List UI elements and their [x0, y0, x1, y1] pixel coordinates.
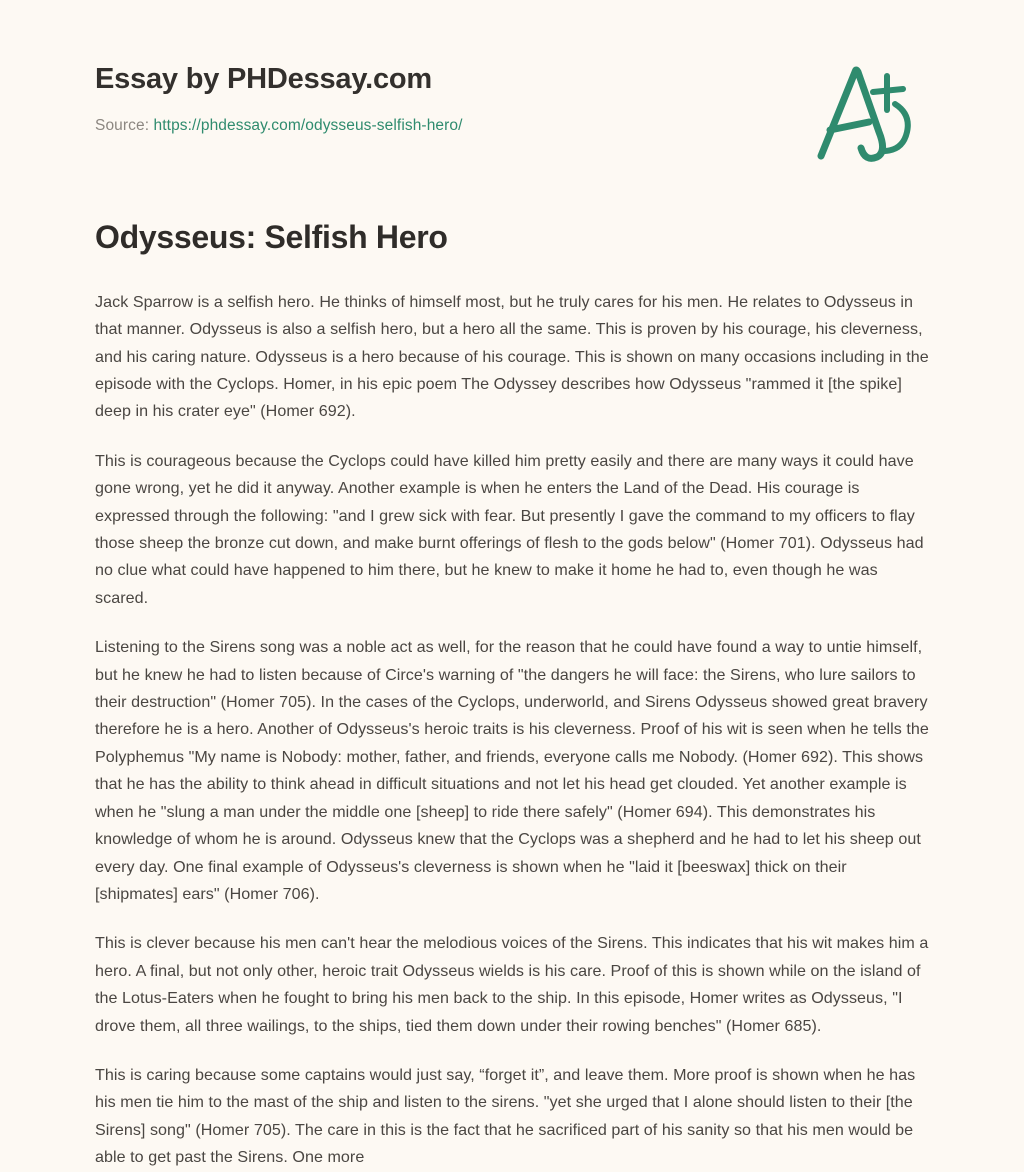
essay-paragraph: This is caring because some captains would just say, “forget it”, and leave them. More proof is shown when he has his men tie him to the mast of the ship and listen to the sirens. "yet she urged that I alone should listen to their [the Sirens] song" (Homer 705). The care in this is the fact that he sacrificed part of his sanity so that his men would be able to get past the Sirens. One more [95, 1065, 916, 1167]
essay-body [95, 257, 929, 1172]
a-plus-logo [809, 52, 929, 172]
essay-paragraph: Listening to the Sirens song was a noble act as well, for the reason that he could have found a way to untie himself, but he knew he had to listen because of Circe's warning of "the dangers he will face: the Sirens, who lure sailors to their destruction" (Homer 705). In the cases of the Cyclops, underworld, and Sirens Odysseus showed great bravery therefore he is a hero. Another of Odysseus's heroic traits is his cleverness. Proof of his wit is seen when he tells the Polyphemus "My name is Nobody: mother, father, and friends, everyone calls me Nobody. (Homer 692). This shows that he has the ability to think ahead in difficult situations and not let his head get clouded. Yet another example is when he "slung a man under the middle one [sheep] to ride there safely" (Homer 694). This demonstrates his knowledge of whom he is around. Odysseus knew that the Cyclops was a shepherd and he had to let his sheep out every day. One final example of Odysseus's cleverness is shown when he "laid it [beeswax] thick on their [shipmates] ears" (Homer 706). [95, 638, 929, 903]
essay-paragraph: This is courageous because the Cyclops could have killed him pretty easily and there are many ways it could have gone wrong, yet he did it anyway. Another example is when he enters the Land of the Dead. His courage is expressed through the following: "and I grew sick with fear. But presently I gave the command to my officers to flay those sheep the bronze cut down, and make burnt offerings of flesh to the gods below" (Homer 701). Odysseus had no clue what could have happened to him there, but he knew to make it home he had to, even though he was scared. [95, 451, 924, 607]
essay-paragraph: Jack Sparrow is a selfish hero. He thinks of himself most, but he truly cares for his men. He relates to Odysseus in that manner. Odysseus is also a selfish hero, but a hero all the same. This is proven by his courage, his cleverness, and his caring nature. Odysseus is a hero because of his courage. This is shown on many occasions including in the episode with the Cyclops. Homer, in his epic poem The Odyssey describes how Odysseus "rammed it [the spike] deep in his crater eye" (Homer 692). [95, 292, 929, 421]
essay-paragraph: This is clever because his men can't hear the melodious voices of the Sirens. This indicates that his wit makes him a hero. A final, but not only other, heroic trait Odysseus wields is his care. Proof of this is shown while on the island of the Lotus-Eaters when he fought to bring his men back to the ship. In this episode, Homer writes as Odysseus, "I drove them, all three wailings, to the ships, tied them down under their rowing benches" (Homer 685). [95, 934, 929, 1035]
source-line [95, 117, 929, 135]
site-brand-title: Essay by PHDessay.com [95, 63, 433, 95]
page-header [95, 0, 929, 135]
source-label: Source: [95, 116, 154, 134]
page-title: Odysseus: Selfish Hero [95, 218, 448, 255]
source-url-link[interactable]: https://phdessay.com/odysseus-selfish-hero/ [153, 116, 463, 134]
